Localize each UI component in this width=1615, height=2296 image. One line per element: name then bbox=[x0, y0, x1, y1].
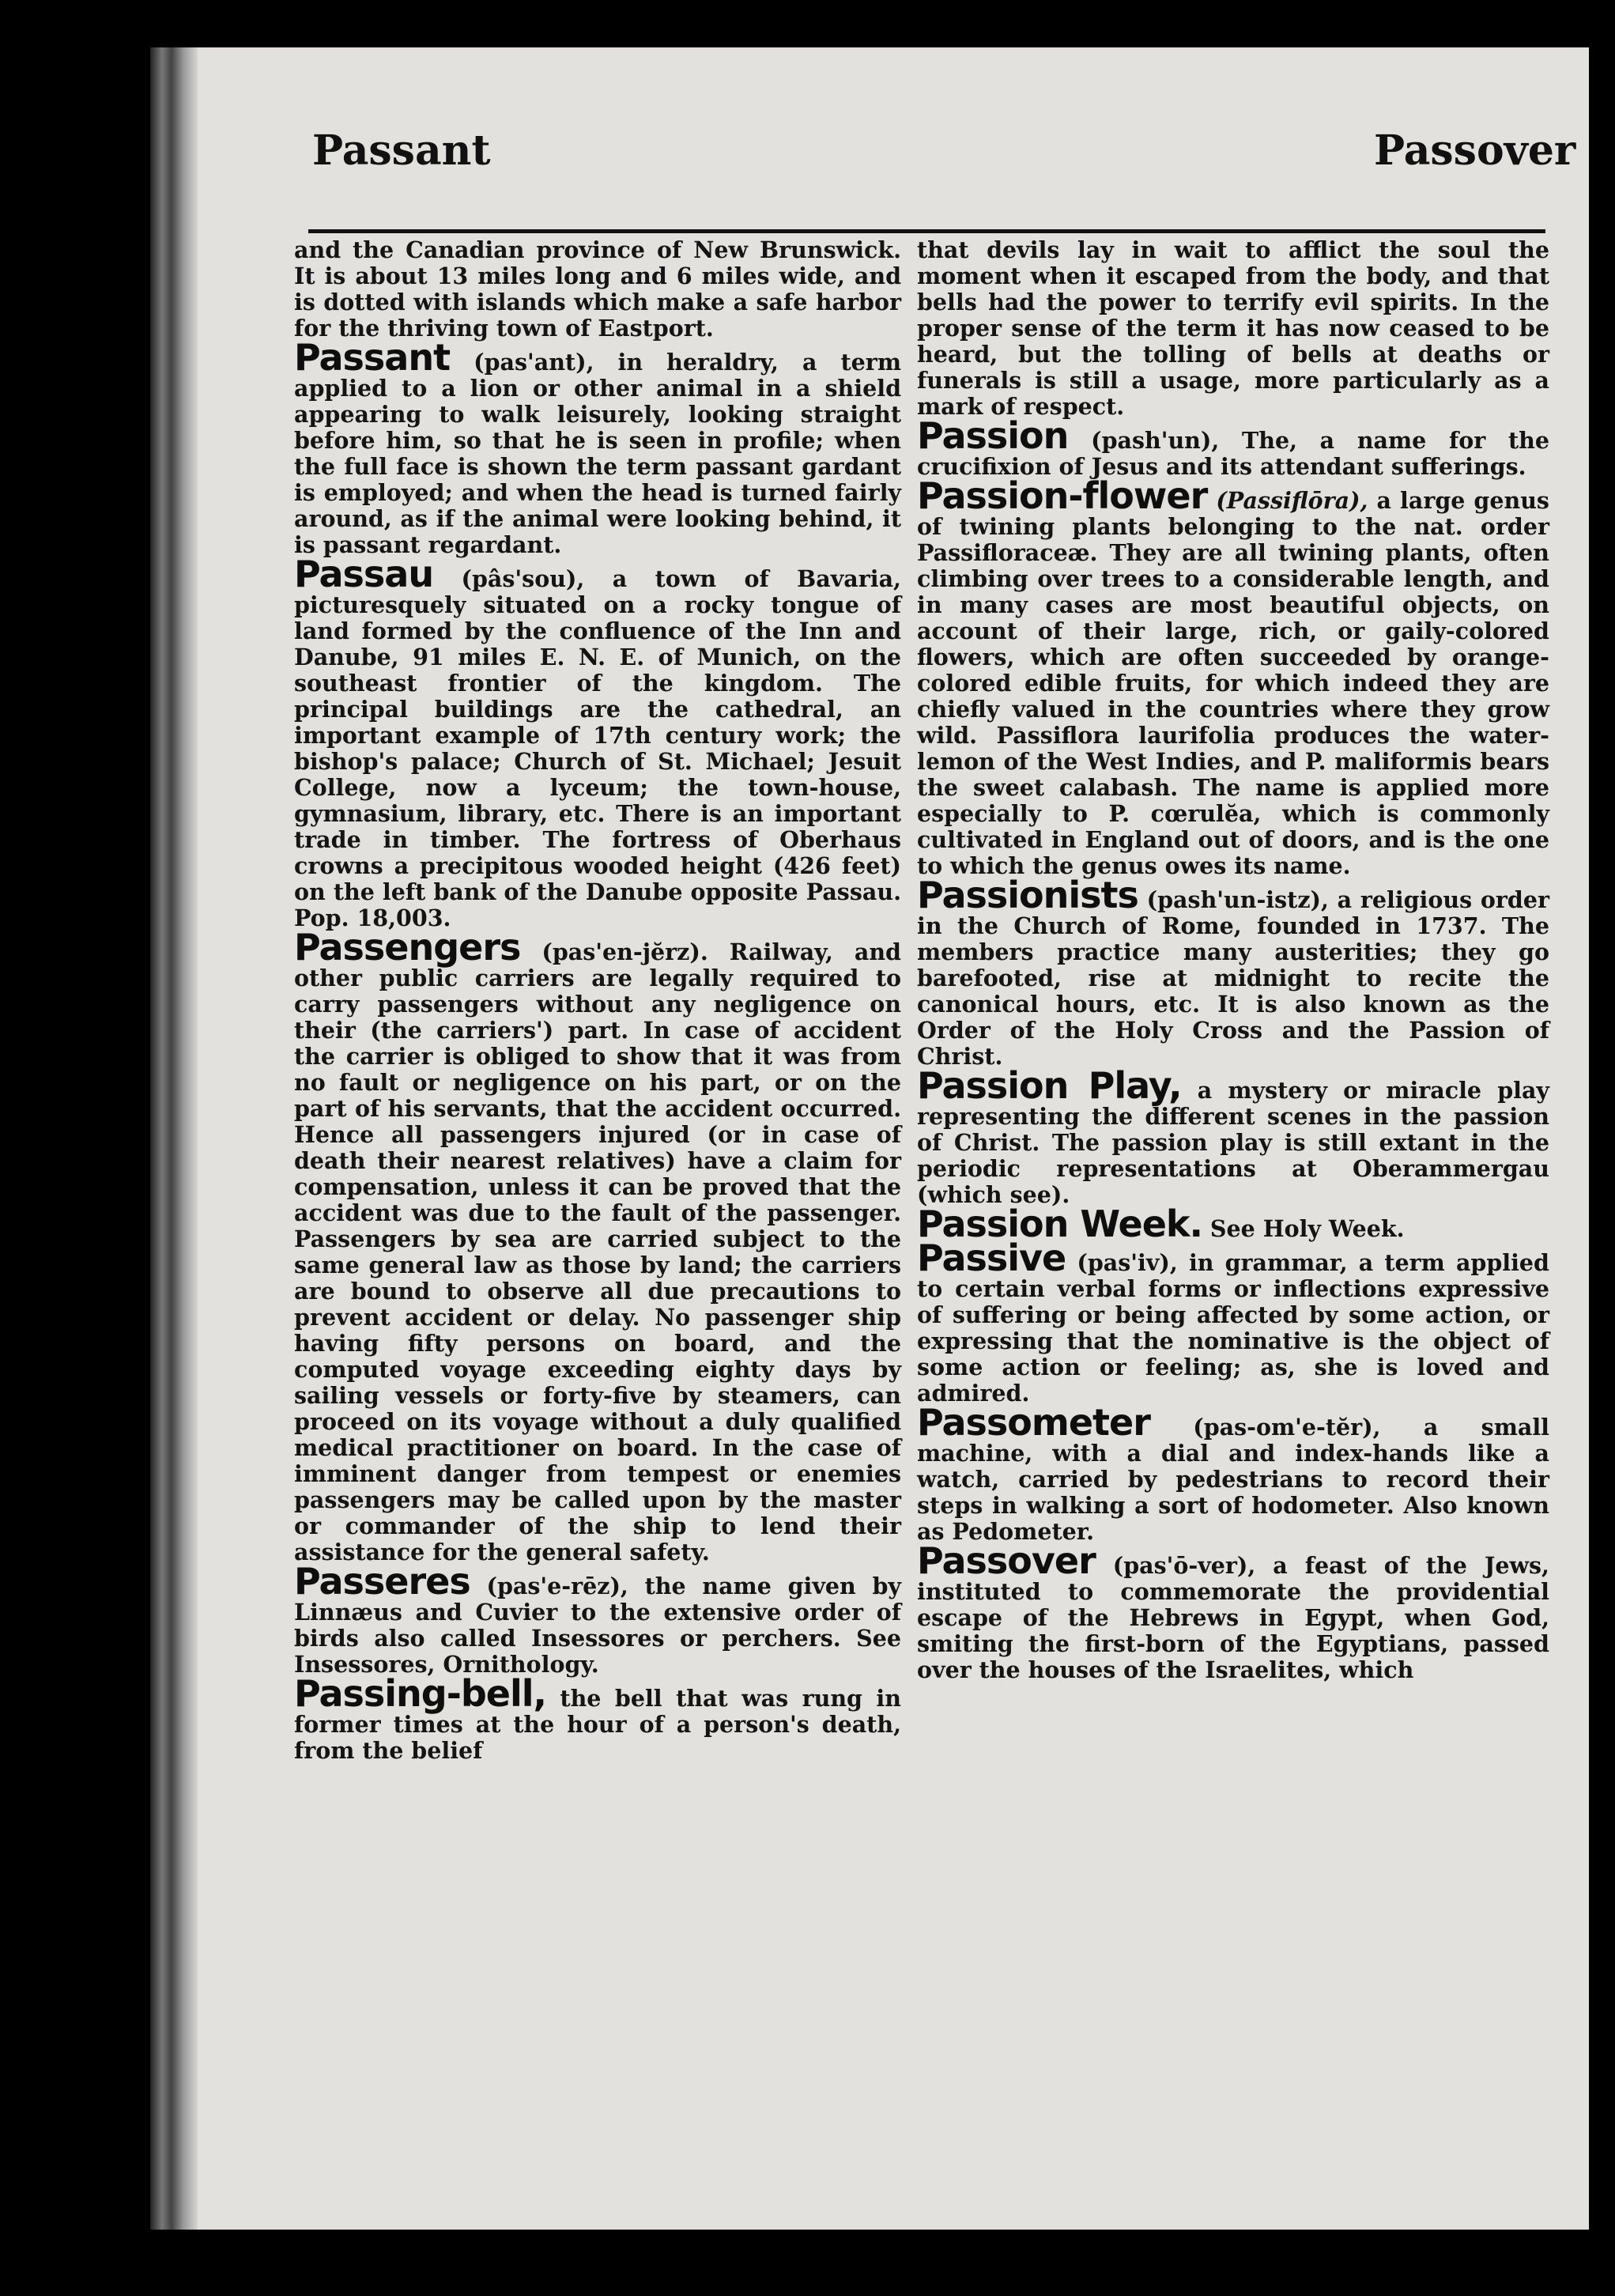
entry-headword: Passover bbox=[917, 1539, 1096, 1582]
entry-pronunciation: (pas'iv), bbox=[1077, 1249, 1178, 1276]
book-gutter bbox=[150, 47, 198, 2230]
entry-text: a small machine, with a dial and index-hands like a watch, carried by pedestrians to record their steps in walking a sort of hodometer. Also known as Pedometer. bbox=[917, 1414, 1549, 1545]
entry-pronunciation: (pas'e-rēz), bbox=[486, 1573, 628, 1599]
entry-passion-play bbox=[917, 1064, 1549, 1208]
entry-continuation bbox=[294, 237, 901, 342]
entry-text: a town of Bavaria, picturesquely situated on a rocky tongue of land formed by the confluence of the Inn and Danube, 91 miles E. N. E. of Munich, on the southeast frontier of the kingdom. The principal buildings are the cathedral, an important example of 17th century work; the bishop's palace; Church of St. Michael; Jesuit College, now a lyceum; the town-house, gymnasium, library, etc. There is an important trade in timber. The fortress of Oberhaus crowns a precipitous wooded height (426 feet) on the left bank of the Danube opposite Passau. Pop. 18,003. bbox=[294, 565, 901, 931]
entry-headword: Passion Week. bbox=[917, 1203, 1202, 1245]
entry-headword: Passing-bell, bbox=[294, 1672, 546, 1715]
entry-pronunciation: (pas'ant), bbox=[474, 349, 594, 376]
right-column bbox=[917, 237, 1549, 1685]
entry-headword: Passeres bbox=[294, 1560, 470, 1603]
entry-passing-bell bbox=[294, 1672, 901, 1764]
entry-passometer bbox=[917, 1401, 1549, 1545]
entry-text: a feast of the Jews, instituted to commemorate the providential escape of the Hebrews in Egypt, when God, smiting the first-born of the Egyptians, passed over the houses of the Israelites, which bbox=[917, 1552, 1549, 1683]
entry-headword: Passive bbox=[917, 1237, 1066, 1279]
running-head-left: Passant bbox=[312, 127, 491, 175]
entry-headword: Passant bbox=[294, 336, 451, 379]
entry-headword: Passometer bbox=[917, 1401, 1150, 1444]
entry-text: in heraldry, a term applied to a lion or other animal in a shield appearing to walk leisurely, looking straight before him, so that he is seen in profile; when the full face is shown the term passant gardant is employed; and when the head is turned fairly around, as if the animal were looking behind, it is passant regardant. bbox=[294, 349, 901, 558]
entry-text: See Holy Week. bbox=[1209, 1215, 1405, 1242]
entry-pronunciation: (pâs'sou), bbox=[461, 565, 585, 592]
entry-headword: Passion Play, bbox=[917, 1064, 1182, 1107]
entry-continuation bbox=[917, 237, 1549, 420]
entry-headword: Passionists bbox=[917, 874, 1138, 916]
entry-text: a religious order in the Church of Rome, founded in 1737. The members practice many austerities; they go barefooted, rise at midnight to recite the canonical hours, etc. It is also known as the Order of the Holy Cross and the Passion of Christ. bbox=[917, 886, 1549, 1070]
entry-text: The, a name for the crucifixion of Jesus and its attendant sufferings. bbox=[917, 427, 1549, 480]
entry-passant bbox=[294, 336, 901, 558]
entry-pronunciation: (pash'un), bbox=[1091, 427, 1220, 454]
entry-headword: Passion-flower bbox=[917, 474, 1208, 517]
entry-headword: Passau bbox=[294, 553, 434, 595]
entry-passeres bbox=[294, 1560, 901, 1678]
entry-passionists bbox=[917, 874, 1549, 1070]
entry-text: in grammar, a term applied to certain verbal forms or inflections expressive of suffering or being affected by some action, or expressing that the nominative is the object of some action or feeling; as, she is loved and admired. bbox=[917, 1249, 1549, 1407]
entry-passover bbox=[917, 1539, 1549, 1683]
entry-passion bbox=[917, 414, 1549, 480]
entry-text: Railway, and other public carriers are legally required to carry passengers without any negligence on their (the carriers') part. In case of accident the carrier is obliged to show that it was from no fault or negligence on his part, or on the part of his servants, that the accident occurred. Hence all passengers injured (or in case of death their nearest relatives) have a claim for compensation, unless it can be proved that the accident was due to the fault of the passenger. Passengers by sea are carried subject to the same general law as those by land; the carriers are bound to observe all due precautions to prevent accident or delay. No passenger ship having fifty persons on board, and the computed voyage exceeding eighty days by sailing vessels or forty-five by steamers, can proceed on its voyage without a duly qualified medical practitioner on board. In the case of imminent danger from tempest or enemies passengers may be called upon by the master or commander of the ship to lend their assistance for the general safety. bbox=[294, 938, 901, 1565]
entry-passau bbox=[294, 553, 901, 931]
entry-text: a mystery or miracle play representing the different scenes in the passion of Christ. The passion play is still extant in the periodic representations at Oberammergau (which see). bbox=[917, 1077, 1549, 1208]
entry-headword: Passengers bbox=[294, 926, 521, 969]
entry-passengers bbox=[294, 926, 901, 1565]
entry-text: that devils lay in wait to afflict the soul the moment when it escaped from the body, and that bells had the power to terrify evil spirits. In the proper sense of the term it has now ceased to be heard, but the tolling of bells at deaths or funerals is still a usage, more particularly as a mark of respect. bbox=[917, 236, 1549, 420]
entry-pronunciation: (pash'un-istz), bbox=[1146, 886, 1329, 913]
entry-passive bbox=[917, 1237, 1549, 1407]
entry-text: the bell that was rung in former times at the hour of a person's death, from the belief bbox=[294, 1685, 901, 1764]
entry-text: and the Canadian province of New Brunswick. It is about 13 miles long and 6 miles wide, and is dotted with islands which make a safe harbor for the thriving town of Eastport. bbox=[294, 236, 901, 342]
entry-pronunciation: (pas-om'e-tĕr), bbox=[1193, 1414, 1381, 1441]
entry-text: a large genus of twining plants belonging to the nat. order Passifloraceæ. They are all twining plants, often climbing over trees to a considerable length, and in many cases are most beautiful objects, on account of their large, rich, or gaily-colored flowers, which are often succeeded by orange-colored edible fruits, for which indeed they are chiefly valued in the countries where they grow wild. Passiflora laurifolia produces the water-lemon of the West Indies, and P. maliformis bears the sweet calabash. The name is applied more especially to P. cœrulĕa, which is commonly cultivated in England out of doors, and is the one to which the genus owes its name. bbox=[917, 487, 1549, 879]
running-head-right: Passover bbox=[1374, 127, 1576, 175]
entry-headword: Passion bbox=[917, 414, 1069, 457]
entry-pronunciation: (pas'ō-ver), bbox=[1112, 1552, 1256, 1579]
header-rule bbox=[308, 229, 1545, 233]
entry-pronunciation: (Passiflōra), bbox=[1216, 487, 1368, 514]
entry-passion-flower bbox=[917, 474, 1549, 879]
entry-pronunciation: (pas'en-jĕrz). bbox=[541, 938, 708, 965]
left-column bbox=[294, 237, 901, 1765]
entry-text: the name given by Linnæus and Cuvier to the extensive order of birds also called Insessores or perchers. See Insessores, Ornithology. bbox=[294, 1573, 901, 1678]
